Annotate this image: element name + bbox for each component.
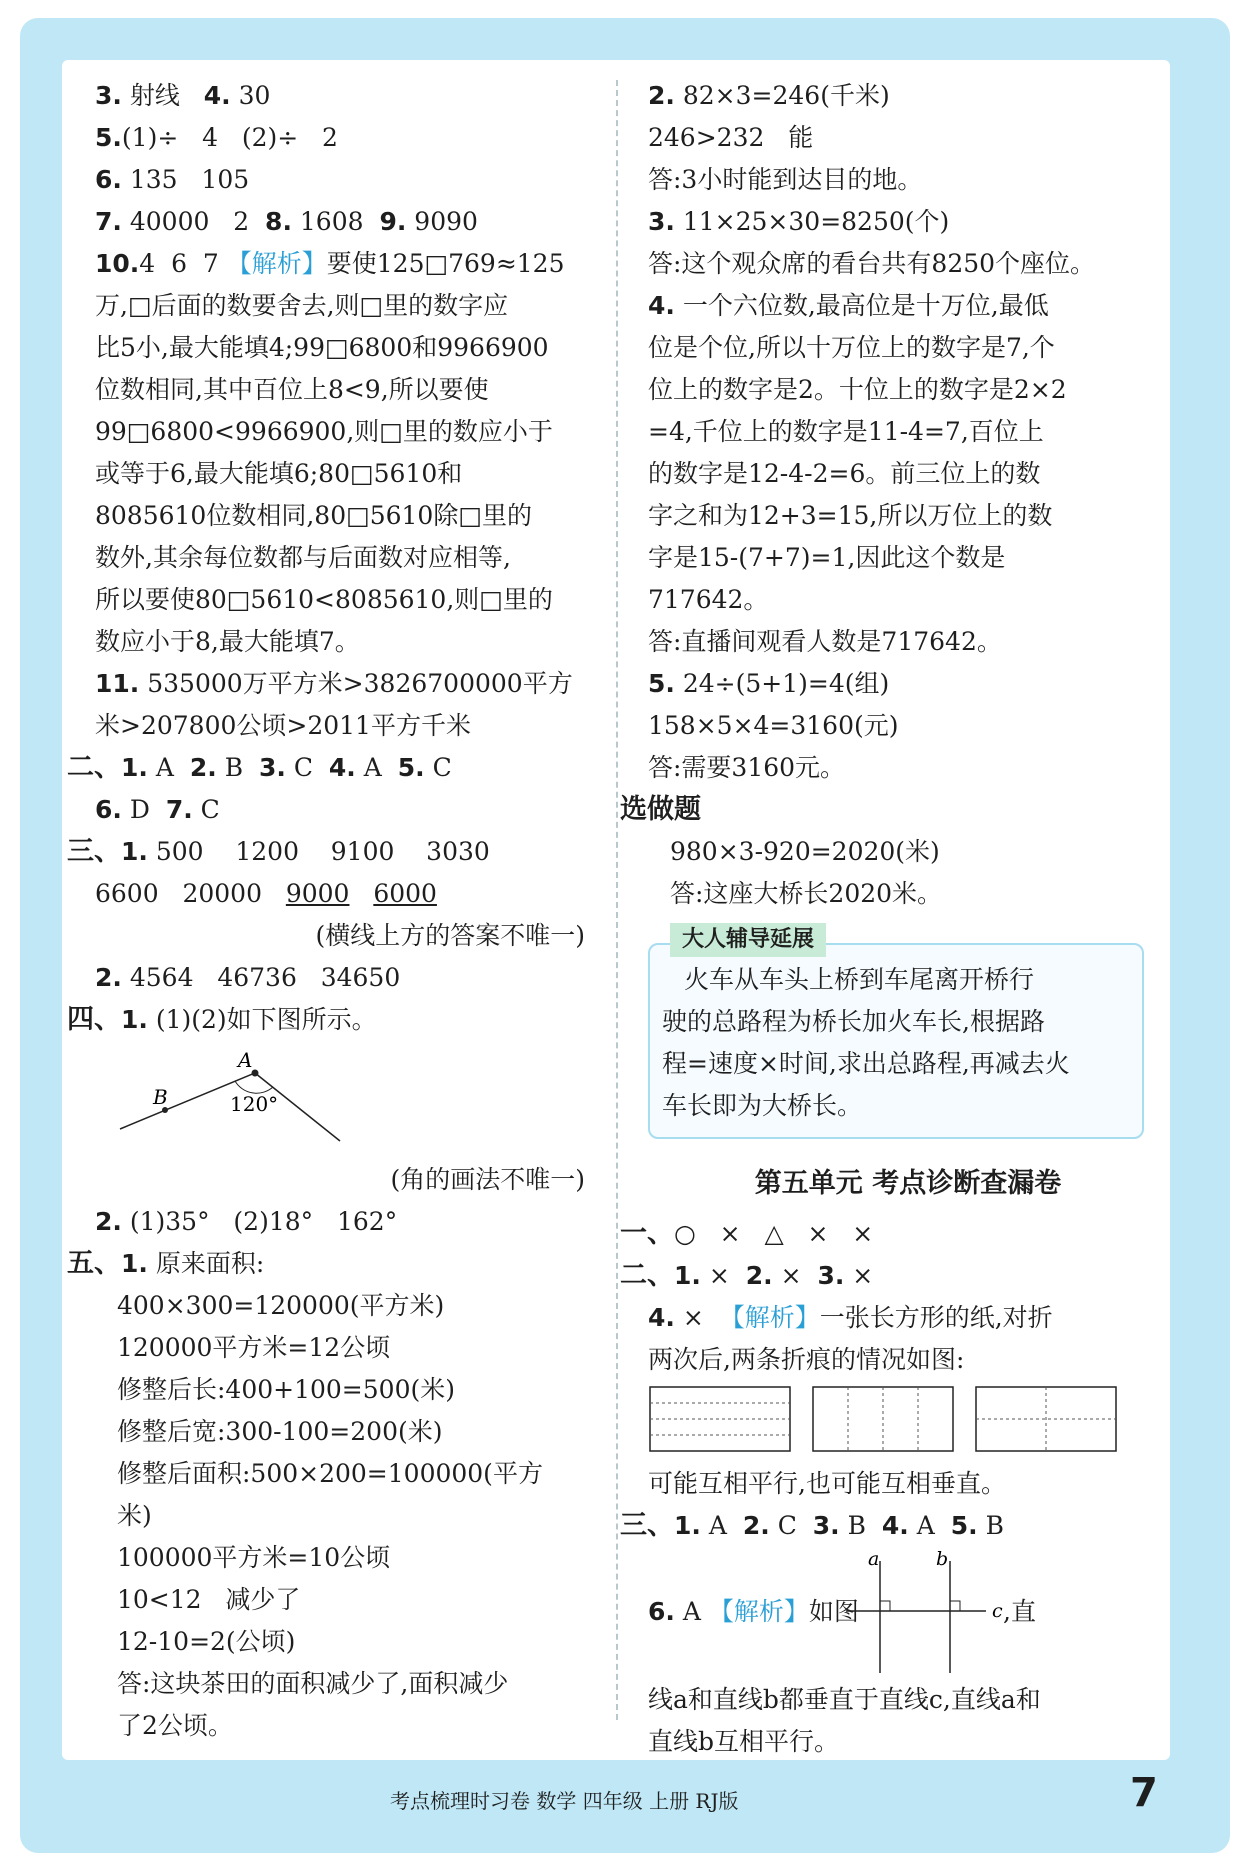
answer-line: 修整后面积:500×200=100000(平方	[117, 1459, 543, 1488]
unit-title: 第五单元 考点诊断查漏卷	[754, 1168, 1062, 1199]
answer-line: ,直	[1003, 1597, 1036, 1626]
answer-line: 万,□后面的数要舍去,则□里的数字应	[95, 291, 509, 320]
answer-line: 数外,其余每位数都与后面数对应相等,	[95, 543, 511, 572]
answer-line: 的数字是12-4-2=6。前三位上的数	[648, 459, 1041, 488]
answer-line: 6600 20000 9000 6000	[95, 879, 437, 908]
tutor-extension-box	[648, 927, 1144, 1139]
fold-diagram	[648, 1381, 1118, 1459]
answer-line: 比5小,最大能填4;99□6800和9966900	[95, 333, 549, 362]
answer-line: 位数相同,其中百位上8<9,所以要使	[95, 375, 489, 404]
section-line: 五、1. 原来面积:	[67, 1248, 265, 1279]
answer-line: 米)	[117, 1501, 152, 1530]
answer-line: 5.(1)÷ 4 (2)÷ 2	[95, 123, 338, 152]
answer-line: 6. A 【解析】如图	[648, 1597, 859, 1626]
right-column	[620, 75, 1168, 1763]
answer-note: (横线上方的答案不唯一)	[315, 921, 585, 950]
label-b: B	[153, 1085, 168, 1109]
answer-line: 10.4 6 7 【解析】要使125□769≈125	[95, 249, 565, 278]
angle-figure	[95, 1041, 595, 1159]
answer-line: 数应小于8,最大能填7。	[95, 627, 360, 656]
angle-label: 120°	[230, 1092, 279, 1116]
answer-line: 7. 40000 2 8. 1608 9. 9090	[95, 207, 478, 236]
column-divider	[616, 80, 618, 1720]
answer-line: 158×5×4=3160(元)	[648, 711, 899, 740]
answer-line: 100000平方米=10公顷	[117, 1543, 391, 1572]
answer-line: 5. 24÷(5+1)=4(组)	[648, 669, 890, 698]
answer-line: 了2公顷。	[117, 1711, 233, 1740]
answer-line: 答:3小时能到达目的地。	[648, 165, 923, 194]
answer-note: (角的画法不唯一)	[390, 1165, 585, 1194]
answer-line: 717642。	[648, 585, 769, 614]
page-footer: 考点梳理时习卷 数学 四年级 上册 RJ版	[390, 1789, 739, 1813]
answer-line: 答:这个观众席的看台共有8250个座位。	[648, 249, 1096, 278]
right-angle-mark	[880, 1601, 890, 1611]
label-a: A	[238, 1048, 253, 1072]
point-a	[252, 1070, 259, 1077]
answer-line: 11. 535000万平方米>3826700000平方	[95, 669, 573, 698]
section-line: 一、○ × △ × ×	[620, 1218, 874, 1249]
answer-line: 2. 82×3=246(千米)	[648, 81, 890, 110]
angle-diagram	[95, 1041, 535, 1159]
answer-line: 99□6800<9966900,则□里的数应小于	[95, 417, 553, 446]
answer-line: 修整后宽:300-100=200(米)	[117, 1417, 443, 1446]
answer-line: 答:这块茶田的面积减少了,面积减少	[117, 1669, 509, 1698]
answer-line: 3. 11×25×30=8250(个)	[648, 207, 950, 236]
answer-line: 可能互相平行,也可能互相垂直。	[648, 1469, 1006, 1498]
answer-line: =4,千位上的数字是11-4=7,百位上	[648, 417, 1044, 446]
label-b: b	[936, 1548, 949, 1570]
answer-line: 答:需要3160元。	[648, 753, 846, 782]
answer-line: 3. 射线 4. 30	[95, 81, 271, 110]
answer-line: 答:这座大桥长2020米。	[670, 879, 943, 908]
label-a: a	[868, 1548, 880, 1570]
answer-line: 字是15-(7+7)=1,因此这个数是	[648, 543, 1006, 572]
answer-line: 8085610位数相同,80□5610除□里的	[95, 501, 532, 530]
answer-line: 10<12 减少了	[117, 1585, 301, 1614]
answer-line: 字之和为12+3=15,所以万位上的数	[648, 501, 1053, 530]
answer-line: 修整后长:400+100=500(米)	[117, 1375, 455, 1404]
answer-line: 位是个位,所以十万位上的数字是7,个	[648, 333, 1055, 362]
answer-line: 4. 一个六位数,最高位是十万位,最低	[648, 291, 1049, 320]
extension-line: 程=速度×时间,求出总路程,再减去火	[662, 1049, 1070, 1078]
section-line: 三、1. 500 1200 9100 3030	[67, 836, 490, 867]
answer-line: 直线b互相平行。	[648, 1727, 840, 1756]
parallel-figure	[648, 1547, 1168, 1679]
left-column	[67, 75, 595, 1747]
answer-line: 120000平方米=12公顷	[117, 1333, 391, 1362]
answer-line: 位上的数字是2。十位上的数字是2×2	[648, 375, 1067, 404]
tutor-extension-title: 大人辅导延展	[670, 923, 826, 957]
answer-line: 246>232 能	[648, 123, 814, 152]
answer-line: 米>207800公顷>2011平方千米	[95, 711, 471, 740]
answer-line: 答:直播间观看人数是717642。	[648, 627, 1002, 656]
section-line: 二、1. × 2. × 3. ×	[620, 1260, 874, 1291]
extension-line: 驶的总路程为桥长加火车长,根据路	[662, 1007, 1045, 1036]
answer-line: 6. D 7. C	[95, 795, 220, 824]
answer-line: 6. 135 105	[95, 165, 250, 194]
extension-line: 车长即为大桥长。	[662, 1091, 863, 1120]
extension-line: 火车从车头上桥到车尾离开桥行	[684, 965, 1035, 994]
optional-title: 选做题	[620, 794, 701, 825]
answer-line: 2. 4564 46736 34650	[95, 963, 401, 992]
right-angle-mark	[950, 1601, 960, 1611]
page-number: 7	[1130, 1770, 1158, 1816]
answer-line: 12-10=2(公顷)	[117, 1627, 296, 1656]
answer-line: 或等于6,最大能填6;80□5610和	[95, 459, 463, 488]
answer-line: 所以要使80□5610<8085610,则□里的	[95, 585, 553, 614]
answer-line: 2. (1)35° (2)18° 162°	[95, 1207, 398, 1236]
section-line: 四、1. (1)(2)如下图所示。	[67, 1004, 377, 1035]
answer-line: 4. × 【解析】一张长方形的纸,对折	[648, 1303, 1053, 1332]
section-line: 二、1. A 2. B 3. C 4. A 5. C	[67, 752, 452, 783]
fold-figure	[648, 1381, 1168, 1463]
answer-line: 980×3-920=2020(米)	[670, 837, 940, 866]
answer-line: 两次后,两条折痕的情况如图:	[648, 1345, 965, 1374]
section-line: 三、1. A 2. C 3. B 4. A 5. B	[620, 1510, 1004, 1541]
answer-line: 线a和直线b都垂直于直线c,直线a和	[648, 1685, 1041, 1714]
label-c: c	[992, 1600, 1003, 1622]
answer-line: 400×300=120000(平方米)	[117, 1291, 445, 1320]
